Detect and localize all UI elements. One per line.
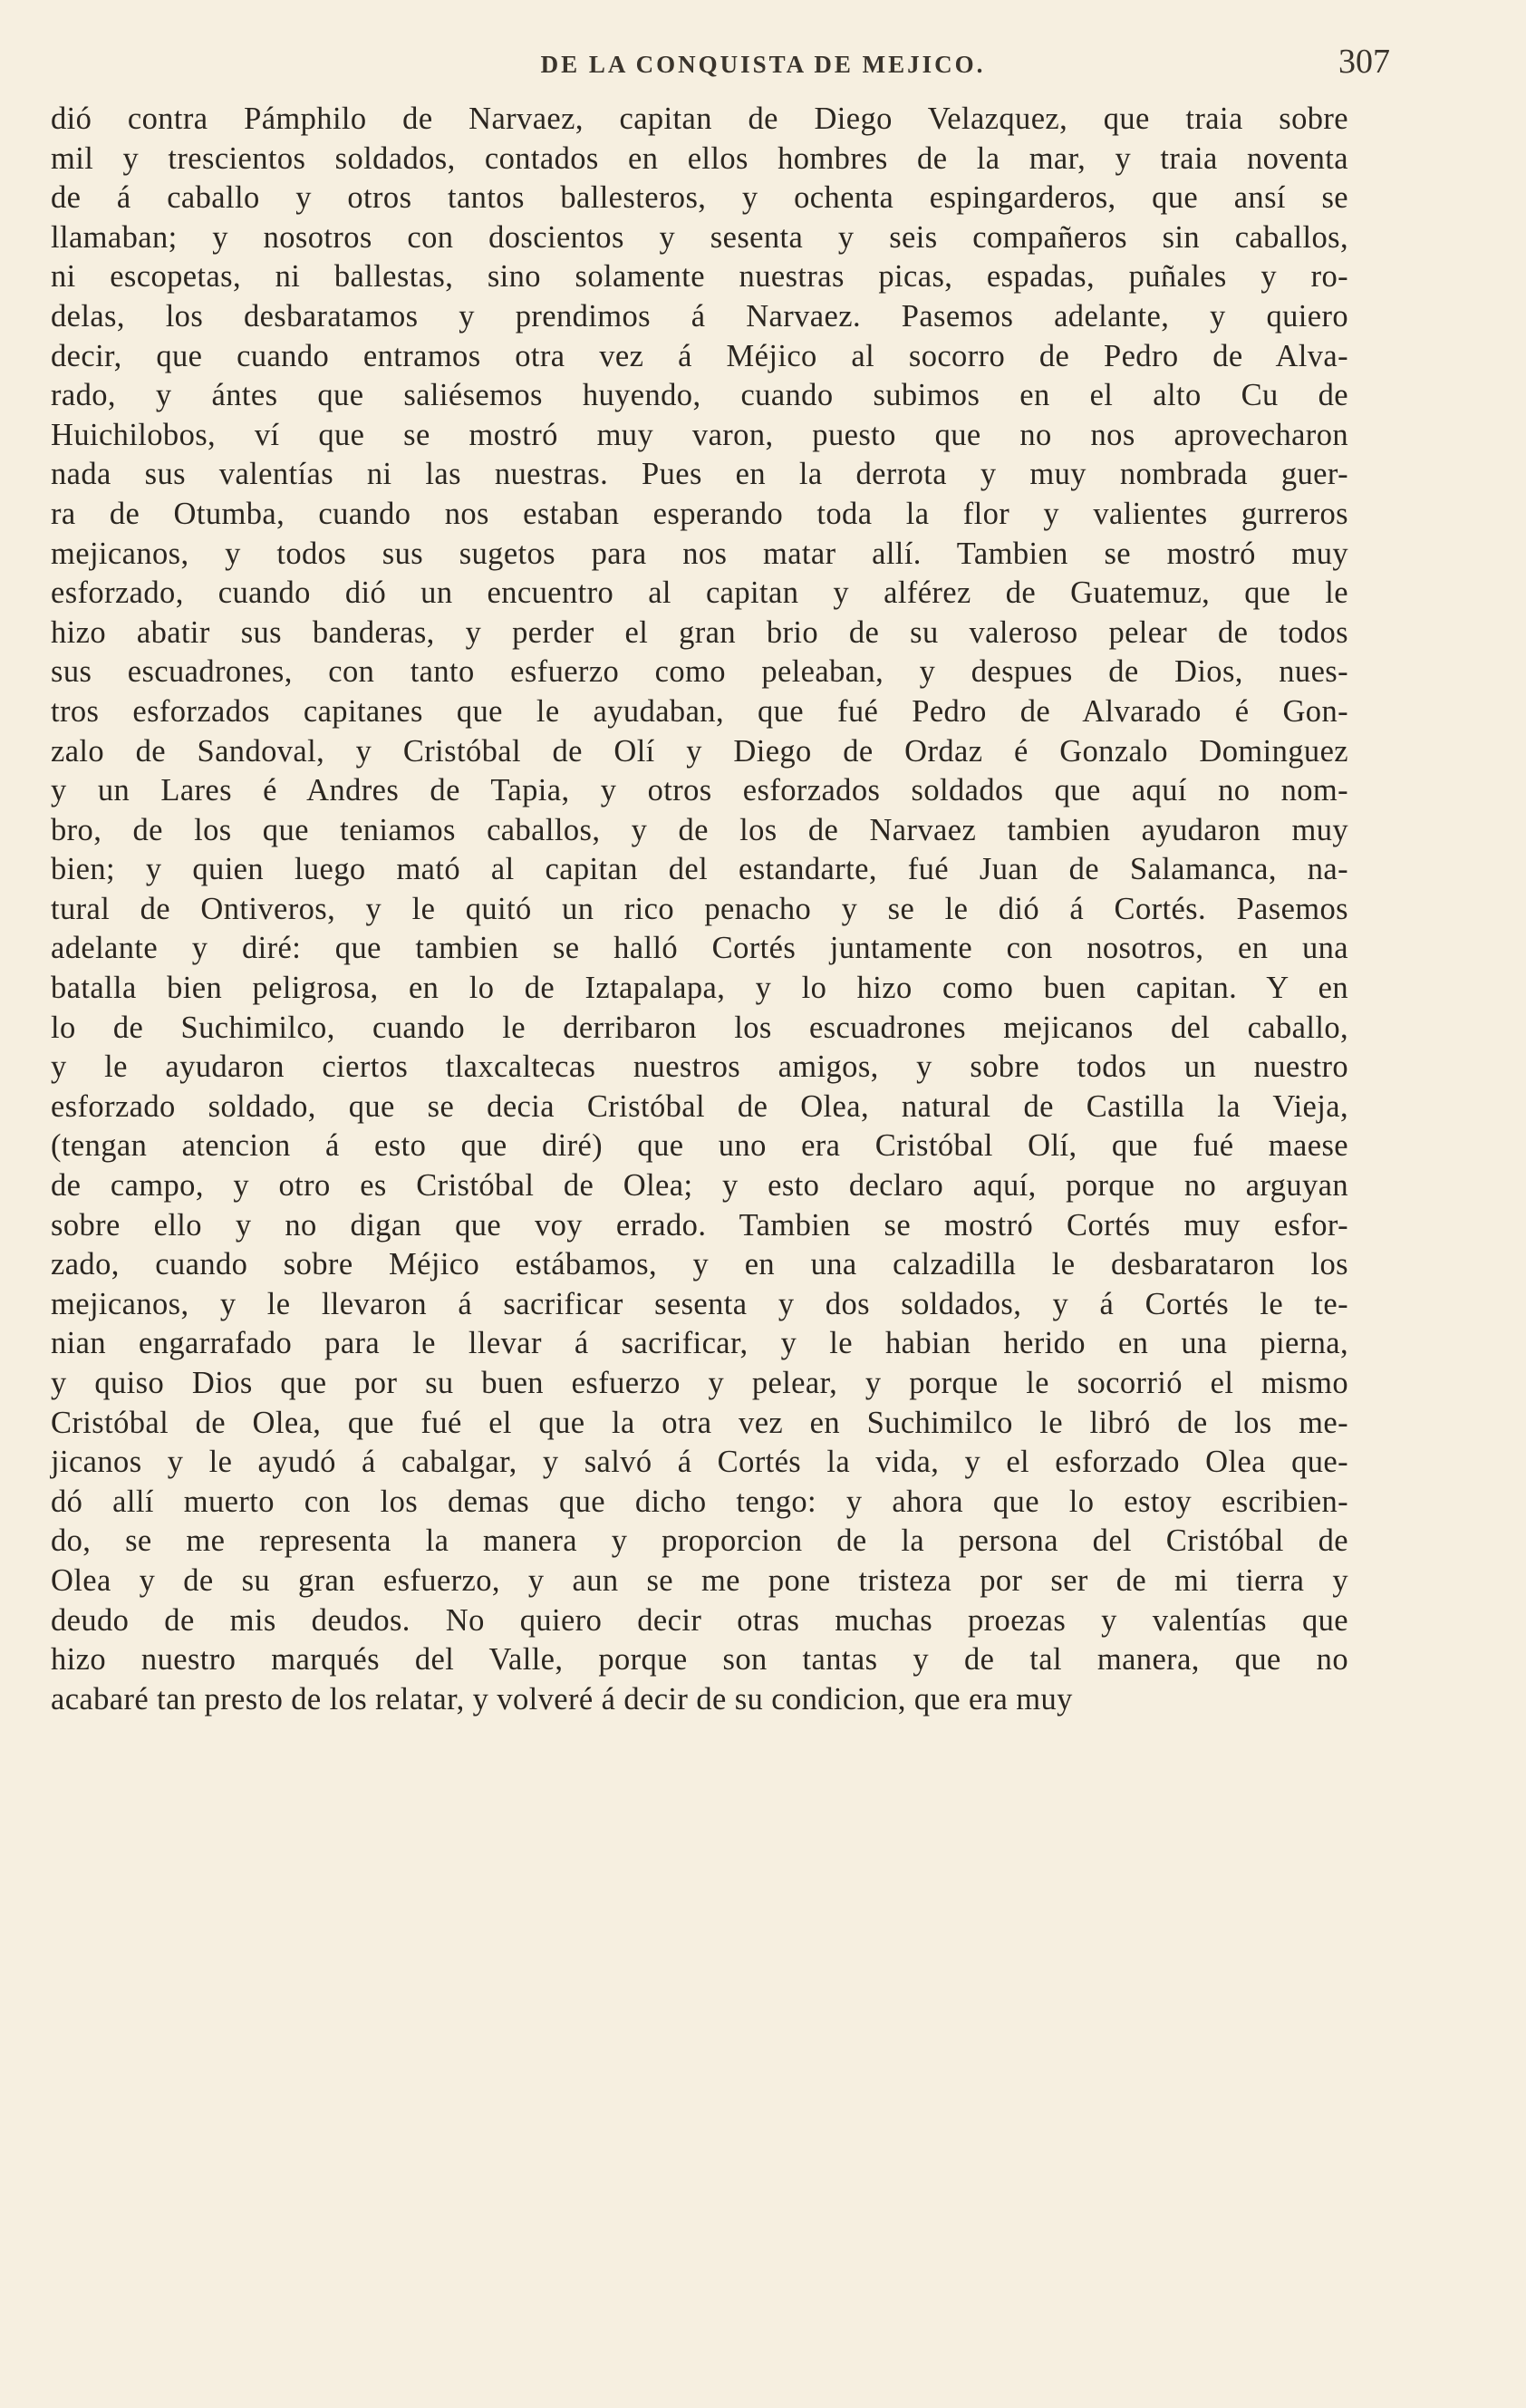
text-line: nada sus valentías ni las nuestras. Pues en la derrota y muy nombrada guer- <box>51 457 1348 492</box>
text-line: mil y trescientos soldados, contados en ellos hombres de la mar, y traia noventa <box>51 140 1348 176</box>
text-line: de campo, y otro es Cristóbal de Olea; y esto declaro aquí, porque no arguyan <box>51 1168 1348 1204</box>
text-line: ra de Otumba, cuando nos estaban esperando toda la flor y valientes gurreros <box>51 496 1348 531</box>
text-line: hizo abatir sus banderas, y perder el gran brio de su valeroso pelear de todos <box>51 614 1348 650</box>
text-line: batalla bien peligrosa, en lo de Iztapalapa, y lo hizo como buen capitan. Y en <box>51 971 1348 1006</box>
body-text <box>51 100 1348 1719</box>
text-line: sus escuadrones, con tanto esfuerzo como peleaban, y despues de Dios, nues- <box>51 654 1348 690</box>
text-line: hizo nuestro marqués del Valle, porque son tantas y de tal manera, que no <box>51 1642 1348 1678</box>
text-line: acabaré tan presto de los relatar, y volveré á decir de su condicion, que era muy <box>51 1681 1073 1717</box>
text-line: sobre ello y no digan que voy errado. Tambien se mostró Cortés muy esfor- <box>51 1207 1348 1243</box>
text-line: y le ayudaron ciertos tlaxcaltecas nuestros amigos, y sobre todos un nuestro <box>51 1049 1348 1085</box>
text-line: bien; y quien luego mató al capitan del estandarte, fué Juan de Salamanca, na- <box>51 852 1348 887</box>
text-line: bro, de los que teniamos caballos, y de los de Narvaez tambien ayudaron muy <box>51 812 1348 847</box>
text-line: zado, cuando sobre Méjico estábamos, y en una calzadilla le desbarataron los <box>51 1247 1348 1282</box>
text-line: dió contra Pámphilo de Narvaez, capitan de Diego Velazquez, que traia sobre <box>51 102 1348 136</box>
text-line: zalo de Sandoval, y Cristóbal de Olí y Diego de Ordaz é Gonzalo Dominguez <box>51 733 1348 769</box>
text-line: esforzado soldado, que se decia Cristóbal de Olea, natural de Castilla la Vieja, <box>51 1088 1348 1124</box>
text-line: y un Lares é Andres de Tapia, y otros esforzados soldados que aquí no nom- <box>51 773 1348 808</box>
text-line: decir, que cuando entramos otra vez á Méjico al socorro de Pedro de Alva- <box>51 338 1348 373</box>
text-line: do, se me representa la manera y proporcion de la persona del Cristóbal de <box>51 1523 1348 1559</box>
page-number: 307 <box>1338 43 1390 81</box>
text-line: esforzado, cuando dió un encuentro al capitan y alférez de Guatemuz, que le <box>51 575 1348 611</box>
text-line: de á caballo y otros tantos ballesteros, y ochenta espingarderos, que ansí se <box>51 180 1348 216</box>
text-line: llamaban; y nosotros con doscientos y sesenta y seis compañeros sin caballos, <box>51 219 1348 255</box>
running-title: DE LA CONQUISTA DE MEJICO. <box>540 51 986 78</box>
text-line: tros esforzados capitanes que le ayudaban, que fué Pedro de Alvarado é Gon- <box>51 693 1348 729</box>
text-line: ni escopetas, ni ballestas, sino solamente nuestras picas, espadas, puñales y ro- <box>51 259 1348 295</box>
text-line: tural de Ontiveros, y le quitó un rico penacho y se le dió á Cortés. Pasemos <box>51 891 1348 926</box>
text-line: y quiso Dios que por su buen esfuerzo y pelear, y porque le socorrió el mismo <box>51 1366 1348 1400</box>
text-line: jicanos y le ayudó á cabalgar, y salvó á Cortés la vida, y el esforzado Olea que- <box>51 1445 1348 1480</box>
text-line: adelante y diré: que tambien se halló Cortés juntamente con nosotros, en una <box>51 931 1348 966</box>
text-line: lo de Suchimilco, cuando le derribaron los escuadrones mejicanos del caballo, <box>51 1010 1348 1045</box>
text-line: nian engarrafado para le llevar á sacrificar, y le habian herido en una pierna, <box>51 1326 1348 1361</box>
text-line: rado, y ántes que saliésemos huyendo, cuando subimos en el alto Cu de <box>51 378 1348 413</box>
text-line: Huichilobos, ví que se mostró muy varon, puesto que no nos aprovecharon <box>51 417 1348 452</box>
text-line: mejicanos, y le llevaron á sacrificar sesenta y dos soldados, y á Cortés le te- <box>51 1286 1348 1321</box>
running-header <box>127 45 1399 100</box>
text-line: dó allí muerto con los demas que dicho tengo: y ahora que lo estoy escribien- <box>51 1484 1348 1519</box>
text-line: Cristóbal de Olea, que fué el que la otra vez en Suchimilco le libró de los me- <box>51 1405 1348 1440</box>
text-line: Olea y de su gran esfuerzo, y aun se me pone tristeza por ser de mi tierra y <box>51 1562 1348 1598</box>
text-line: (tengan atencion á esto que diré) que uno era Cristóbal Olí, que fué maese <box>51 1128 1348 1164</box>
text-line: mejicanos, y todos sus sugetos para nos matar allí. Tambien se mostró muy <box>51 536 1348 571</box>
text-line: deudo de mis deudos. No quiero decir otras muchas proezas y valentías que <box>51 1602 1348 1638</box>
text-line: delas, los desbaratamos y prendimos á Narvaez. Pasemos adelante, y quiero <box>51 298 1348 334</box>
